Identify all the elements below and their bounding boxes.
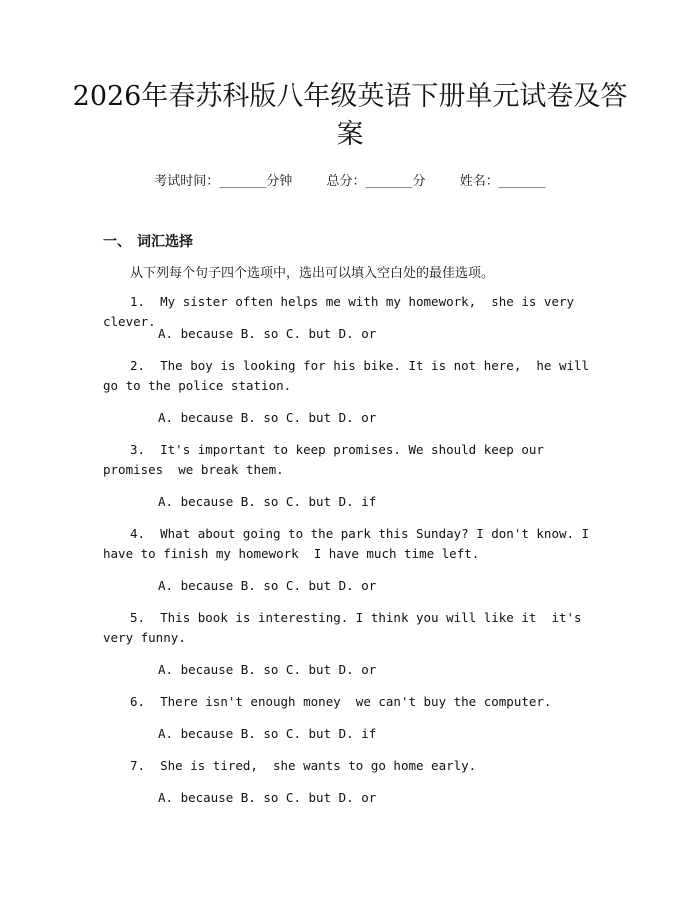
name-label: 姓名： [459,174,499,189]
question-number: 2. [130,358,146,373]
question-options: A. because B. so C. but D. if [158,726,377,741]
question-text: The boy is looking for his bike. It is not here, he will go to the police station. [103,358,597,393]
question-options: A. because B. so C. but D. if [158,494,377,509]
question-options: A. because B. so C. but D. or [158,326,377,341]
question-number: 1. [130,294,146,309]
question-text: What about going to the park this Sunday? I don't know. I have to finish my homework I have much time left. [103,526,597,561]
name-blank: ______ [498,174,546,189]
question-item [103,756,598,776]
page-title: 2026年春苏科版八年级英语下册单元试卷及答案 [72,81,628,150]
time-label: 考试时间： [154,174,220,189]
question-item [103,608,598,648]
question-options: A. because B. so C. but D. or [158,578,377,593]
question-number: 7. [130,758,146,773]
question-text: She is tired, she wants to go home early. [160,758,477,773]
question-text: This book is interesting. I think you will like it it's very funny. [103,610,590,645]
question-options: A. because B. so C. but D. or [158,410,377,425]
question-text: It's important to keep promises. We should keep our promises we break them. [103,442,552,477]
score-unit: 分 [412,174,426,189]
question-number: 4. [130,526,146,541]
question-number: 3. [130,442,146,457]
score-label: 总分： [326,174,366,189]
question-number: 5. [130,610,146,625]
exam-meta [0,170,700,189]
section-heading [103,231,193,251]
time-unit: 分钟 [266,174,293,189]
question-text: My sister often helps me with my homework, she is very clever. [103,294,582,329]
question-options: A. because B. so C. but D. or [158,790,377,805]
question-item [103,692,598,712]
question-number: 6. [130,694,146,709]
section-number: 一、 [103,234,131,250]
question-text: There isn't enough money we can't buy the computer. [160,694,552,709]
time-blank: ______ [219,174,267,189]
question-options: A. because B. so C. but D. or [158,662,377,677]
score-blank: ______ [365,174,413,189]
section-instruction: 从下列每个句子四个选项中，选出可以填入空白处的最佳选项。 [130,266,495,281]
question-item [103,356,598,396]
section-title: 词汇选择 [137,234,193,250]
question-item [103,524,598,564]
question-item [103,440,598,480]
